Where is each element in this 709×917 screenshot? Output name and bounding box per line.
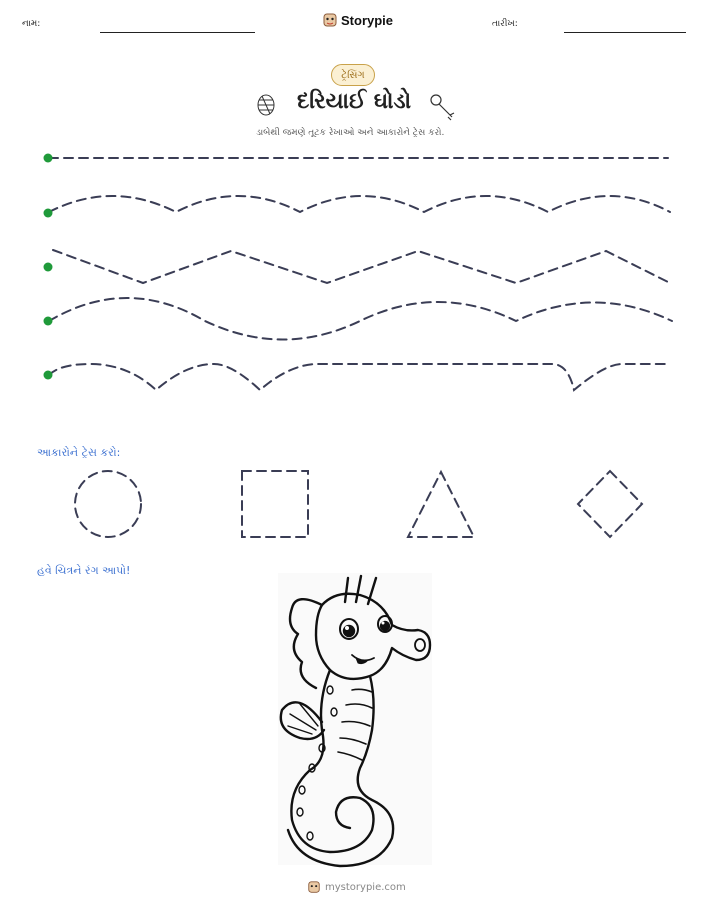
tracing-badge: ટ્રેસિંગ <box>331 64 375 86</box>
shapes-section-label: આકારોને ટ્રેસ કરો: <box>37 446 121 459</box>
start-dot-4 <box>44 317 53 326</box>
instructions: ડાબેથી જમણે તૂટક રેખાઓ અને આકારોને ટ્રેસ કરો. <box>256 128 445 138</box>
trace-square[interactable] <box>242 471 308 537</box>
trace-triangle[interactable] <box>408 472 474 537</box>
start-dot-3 <box>44 263 53 272</box>
footer-url[interactable]: mystorypie.com <box>325 881 406 893</box>
name-label: નામ: <box>22 19 41 29</box>
start-dot-1 <box>44 154 53 163</box>
start-dot-5 <box>44 371 53 380</box>
trace-diamond[interactable] <box>578 471 642 537</box>
trace-line-wave-3[interactable] <box>49 364 670 390</box>
date-label: તારીખ: <box>492 19 518 29</box>
trace-line-wave-2[interactable] <box>49 298 672 340</box>
page-title: દરિયાઈ ઘોડો <box>297 89 412 114</box>
storypie-footer-icon <box>307 880 321 894</box>
trace-line-wave-1[interactable] <box>49 196 670 212</box>
brand-name: Storypie <box>341 12 394 28</box>
trace-line-zigzag[interactable] <box>53 250 670 283</box>
coloring-section-label: હવે ચિત્રને રંગ આપો! <box>37 564 131 577</box>
footer <box>307 880 406 894</box>
start-dot-2 <box>44 209 53 218</box>
trace-circle[interactable] <box>75 471 141 537</box>
seahorse-drawing[interactable] <box>278 573 432 866</box>
